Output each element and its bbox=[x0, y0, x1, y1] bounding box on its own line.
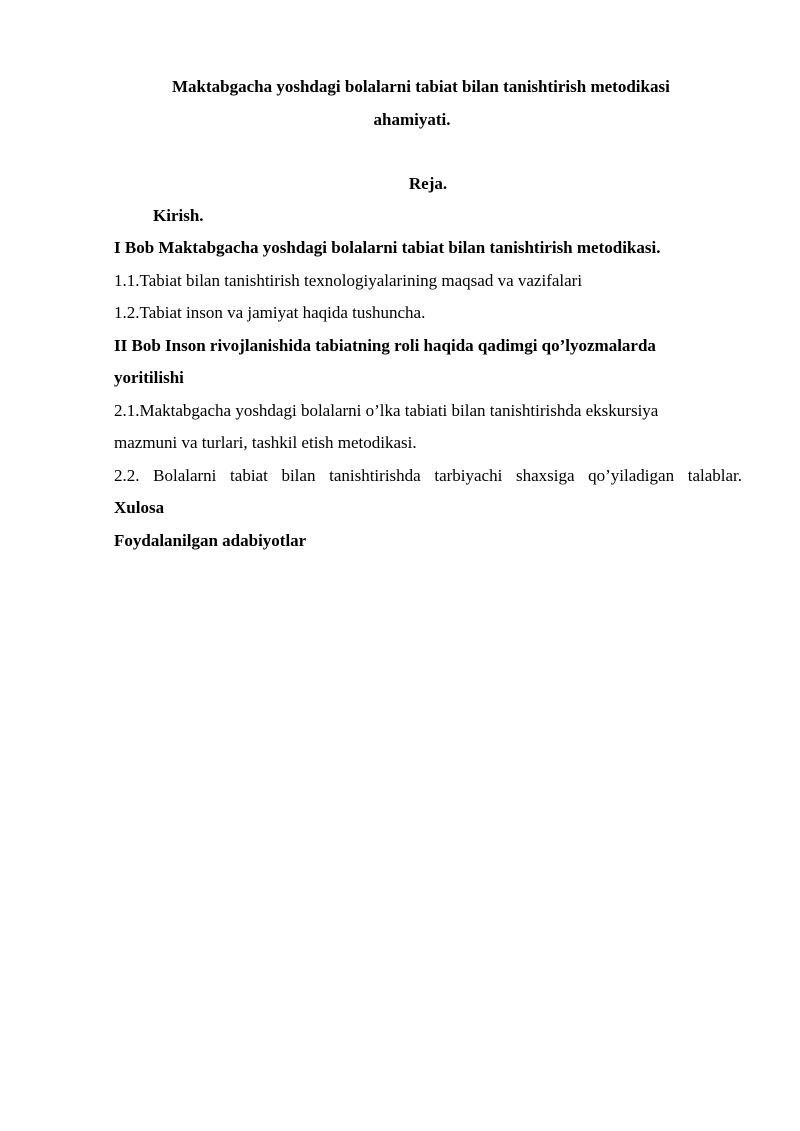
toc-references: Foydalanilgan adabiyotlar bbox=[114, 531, 307, 550]
toc-section-2-2: 2.2. Bolalarni tabiat bilan tanishtirishda tarbiyachi shaxsiga qo’yiladigan talablar. bbox=[114, 466, 742, 485]
toc-conclusion: Xulosa bbox=[114, 498, 165, 517]
document-title-line-1: Maktabgacha yoshdagi bolalarni tabiat bilan tanishtirish metodikasi bbox=[172, 77, 670, 96]
toc-chapter-2-line-2: yoritilishi bbox=[114, 368, 184, 387]
toc-section-1-1: 1.1.Tabiat bilan tanishtirish texnologiyalarining maqsad va vazifalari bbox=[114, 271, 583, 290]
toc-chapter-1: I Bob Maktabgacha yoshdagi bolalarni tabiat bilan tanishtirish metodikasi. bbox=[114, 238, 661, 257]
toc-section-2-1-line-1: 2.1.Maktabgacha yoshdagi bolalarni o’lka tabiati bilan tanishtirishda ekskursiya bbox=[114, 401, 659, 420]
toc-intro: Kirish. bbox=[153, 206, 204, 225]
toc-section-1-2: 1.2.Tabiat inson va jamiyat haqida tushuncha. bbox=[114, 303, 426, 322]
document-title-line-2: ahamiyati. bbox=[373, 110, 451, 129]
toc-section-2-1-line-2: mazmuni va turlari, tashkil etish metodikasi. bbox=[114, 433, 417, 452]
toc-chapter-2-line-1: II Bob Inson rivojlanishida tabiatning roli haqida qadimgi qo’lyozmalarda bbox=[114, 336, 656, 355]
plan-heading: Reja. bbox=[408, 174, 448, 193]
